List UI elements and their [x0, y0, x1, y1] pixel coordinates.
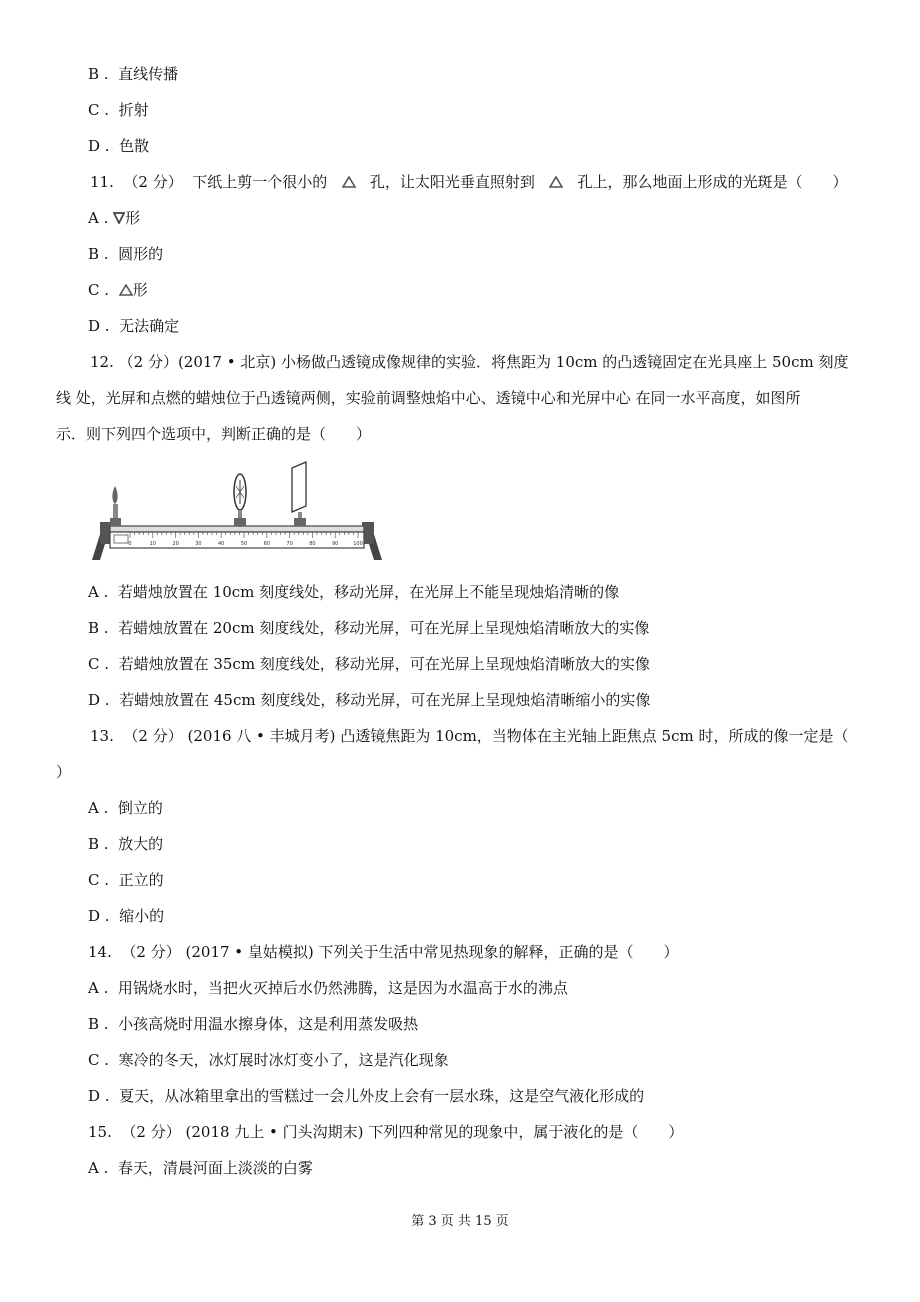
q11-option-c: C . 形: [88, 281, 148, 299]
bench-tick-label: 40: [218, 541, 225, 547]
q14-stem: 14. （2 分） (2017 • 皇姑模拟) 下列关于生活中常见热现象的解释，正确的是（ ）: [88, 943, 679, 961]
bench-tick-label: 30: [195, 541, 202, 547]
q13-option-c: C . 正立的: [88, 871, 164, 889]
q11-option-d: D . 无法确定: [88, 317, 180, 335]
screen-stem: [298, 512, 302, 518]
candle-body: [113, 504, 118, 518]
q10-option-d: D . 色散: [88, 137, 150, 155]
q14-option-c: C . 寒冷的冬天，冰灯展时冰灯变小了，这是汽化现象: [88, 1051, 449, 1069]
bench-tick-label: 50: [240, 541, 248, 547]
q13-option-d: D . 缩小的: [88, 907, 165, 925]
bench-rail-top: [110, 526, 364, 532]
q13-stem-line2: ）: [56, 763, 72, 781]
q13-stem-line1: 13. （2 分） (2016 八 • 丰城月考) 凸透镜焦距为 10cm，当物体在主光轴上距焦点 5cm 时，所成的像一定是（: [90, 727, 849, 745]
light-screen: [292, 462, 306, 512]
bench-tick-label: 60: [263, 541, 270, 547]
q10-option-c: C . 折射: [88, 101, 149, 119]
q14-option-b: B . 小孩高烧时用温水擦身体，这是利用蒸发吸热: [88, 1015, 419, 1033]
q15-stem: 15. （2 分） (2018 九上 • 门头沟期末) 下列四种常见的现象中，属于液化的是（ ）: [88, 1123, 684, 1141]
bench-tick-label: 80: [309, 541, 316, 547]
triangle-up-icon: [342, 176, 356, 188]
bench-tick-label: 10: [149, 541, 156, 547]
q12-option-d: D . 若蜡烛放置在 45cm 刻度线处，移动光屏，可在光屏上呈现烛焰清晰缩小的实像: [88, 691, 651, 709]
q12-stem-line1: 12. （2 分）(2017 • 北京) 小杨做凸透镜成像规律的实验．将焦距为 10cm 的凸透镜固定在光具座上 50cm 刻度: [90, 353, 849, 371]
q14-option-a: A . 用锅烧水时，当把火灭掉后水仍然沸腾，这是因为水温高于水的沸点: [88, 979, 568, 997]
q11-option-b: B . 圆形的: [88, 245, 164, 263]
q14-option-d: D . 夏天，从冰箱里拿出的雪糕过一会儿外皮上会有一层水珠，这是空气液化形成的: [88, 1087, 645, 1105]
bench-tick-label: 100: [353, 541, 363, 547]
lens-stem: [238, 510, 242, 518]
q10-option-b: B . 直线传播: [88, 65, 179, 83]
page-footer: 第 3 页 共 15 页: [411, 1214, 509, 1229]
bench-tick-label: 90: [332, 541, 339, 547]
q12-stem-line2: 线 处，光屏和点燃的蜡烛位于凸透镜两侧，实验前调整烛焰中心、透镜中心和光屏中心 在同一水平高度，如图所: [56, 389, 801, 407]
optical-bench-figure: [92, 456, 382, 564]
q11-stem: 11. （2 分） 下纸上剪一个很小的 孔，让太阳光垂直照射到 孔上，那么地面上形成的光斑是（ ）: [90, 173, 848, 191]
q12-stem-line3: 示．则下列四个选项中，判断正确的是（ ）: [56, 425, 372, 443]
q13-option-a: A . 倒立的: [88, 799, 163, 817]
candle-flame: [112, 486, 117, 504]
bench-tick-label: 20: [172, 541, 179, 547]
triangle-down-icon: [113, 212, 125, 224]
candle-holder: [110, 518, 121, 526]
q12-option-c: C . 若蜡烛放置在 35cm 刻度线处，移动光屏，可在光屏上呈现烛焰清晰放大的实像: [88, 655, 650, 673]
bench-scale-label: [114, 535, 128, 543]
bench-tick-label: 70: [286, 541, 293, 547]
q13-option-b: B . 放大的: [88, 835, 164, 853]
bench-tick-label: 0: [128, 541, 132, 547]
screen-holder: [294, 518, 306, 526]
q12-option-a: A . 若蜡烛放置在 10cm 刻度线处，移动光屏，在光屏上不能呈现烛焰清晰的像: [88, 583, 620, 601]
lens-holder: [234, 518, 246, 526]
triangle-up-icon: [119, 284, 133, 296]
q11-option-a: A . 形: [88, 209, 141, 227]
q12-option-b: B . 若蜡烛放置在 20cm 刻度线处，移动光屏，可在光屏上呈现烛焰清晰放大的实像: [88, 619, 650, 637]
q15-option-a: A . 春天，清晨河面上淡淡的白雾: [88, 1159, 313, 1177]
triangle-up-icon: [549, 176, 563, 188]
